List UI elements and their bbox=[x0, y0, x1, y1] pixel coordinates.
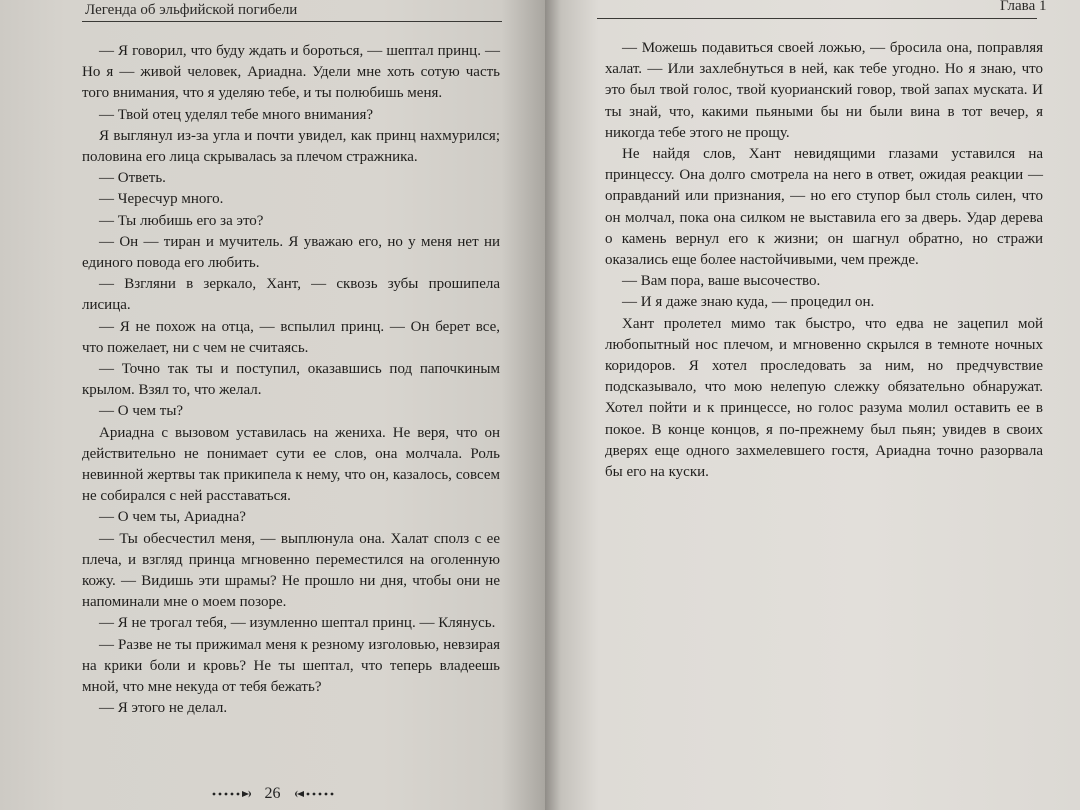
running-header-right: Глава 1 bbox=[1000, 0, 1047, 14]
right-page-text bbox=[605, 38, 1043, 483]
paragraph: — Точно так ты и поступил, оказавшись под папочкиным крылом. Взял то, что желал. bbox=[82, 361, 500, 399]
paragraph: — Он — тиран и мучитель. Я уважаю его, но у меня нет ни единого повода его любить. bbox=[82, 233, 500, 272]
paragraph: Не найдя слов, Хант невидящими глазами уставился на принцессу. Она долго смотрела на него в ответ, ожидая реакции — оправданий или признания, — но его ступор был столь силен, что он молчал, пока она силком не выставила его за дверь. Удар дерева о камень вернул его к жизни; он шагнул обратно, но стражи оказались еще более настойчивыми, чем прежде. bbox=[605, 146, 1043, 269]
running-header-left: Легенда об эльфийской погибели bbox=[85, 2, 298, 18]
page-number: 26 bbox=[264, 785, 281, 802]
paragraph: — Ты обесчестил меня, — выплюнула она. Халат сполз с ее плеча, и взгляд принца мгновенно переместился на оголенную кожу. — Видишь эти шрамы? Не прошло ни дня, чтобы они не напоминали мне о моем позоре. bbox=[82, 530, 500, 611]
paragraph: — Можешь подавиться своей ложью, — бросила она, поправляя халат. — Или захлебнуться в ней, как тебе угодно. Но я знаю, что это был твой голос, твой куорианский говор, твой запах муската. И ты знай, что, какими пьяными бы ни были вина в тот вечер, я никогда тебе этого не прощу. bbox=[605, 40, 1043, 141]
paragraph: — О чем ты? bbox=[99, 403, 184, 420]
paragraph: — Ответь. bbox=[99, 170, 166, 187]
paragraph: — Взгляни в зеркало, Хант, — сквозь зубы прошипела лисица. bbox=[82, 276, 500, 314]
paragraph: — О чем ты, Ариадна? bbox=[99, 509, 246, 526]
ornament-left-icon bbox=[211, 790, 255, 798]
paragraph: — Вам пора, ваше высочество. bbox=[622, 273, 821, 290]
paragraph: — И я даже знаю куда, — процедил он. bbox=[622, 294, 875, 311]
paragraph: — Я не трогал тебя, — изумленно шептал принц. — Клянусь. bbox=[99, 615, 496, 632]
paragraph: — Я этого не делал. bbox=[99, 700, 228, 717]
paragraph: — Я говорил, что буду ждать и бороться, — шептал принц. — Но я — живой человек, Ариадна. Удели мне хоть сотую часть того внимания, что я уделяю тебе, и ты полюбишь меня. bbox=[82, 43, 500, 102]
header-rule-right bbox=[597, 18, 1037, 19]
right-page bbox=[545, 0, 1080, 810]
paragraph: — Ты любишь его за это? bbox=[99, 212, 264, 229]
header-rule-left bbox=[82, 21, 502, 22]
ornament-right-icon bbox=[291, 790, 335, 798]
paragraph: — Разве не ты прижимал меня к резному изголовью, невзирая на крики боли и кровь? Не ты шептал, что теперь владеешь мной, что мне некуда от тебя бежать? bbox=[82, 636, 500, 696]
paragraph: — Я не похож на отца, — вспылил принц. — Он берет все, что пожелает, ни с чем не считаясь. bbox=[82, 318, 500, 356]
paragraph: — Твой отец уделял тебе много внимания? bbox=[99, 106, 374, 123]
left-page-text bbox=[82, 41, 500, 720]
paragraph: Ариадна с вызовом уставилась на жениха. Не веря, что он действительно не понимает сути ее слов, она молчала. Роль невинной жертвы так прикипела к нему, что он, казалось, совсем не собирался с ней расставаться. bbox=[82, 424, 500, 505]
page-number-footer bbox=[0, 785, 545, 803]
paragraph: Хант пролетел мимо так быстро, что едва не зацепил мой любопытный нос плечом, и мгновенно скрылся в темноте ночных коридоров. Я хотел проследовать за ним, но предчувствие подсказывало, что мою нелепую слежку обязательно обнаружат. Хотел пойти и к принцессе, но голос разума молил оставить ее в покое. В конце концов, я по-прежнему был пьян; увидев в своих дверях еще одного захмелевшего гостя, Ариадна точно разорвала бы его на куски. bbox=[605, 315, 1043, 481]
paragraph: — Чересчур много. bbox=[99, 191, 224, 208]
paragraph: Я выглянул из-за угла и почти увидел, как принц нахмурился; половина его лица скрывалась за плечом стражника. bbox=[82, 127, 500, 166]
